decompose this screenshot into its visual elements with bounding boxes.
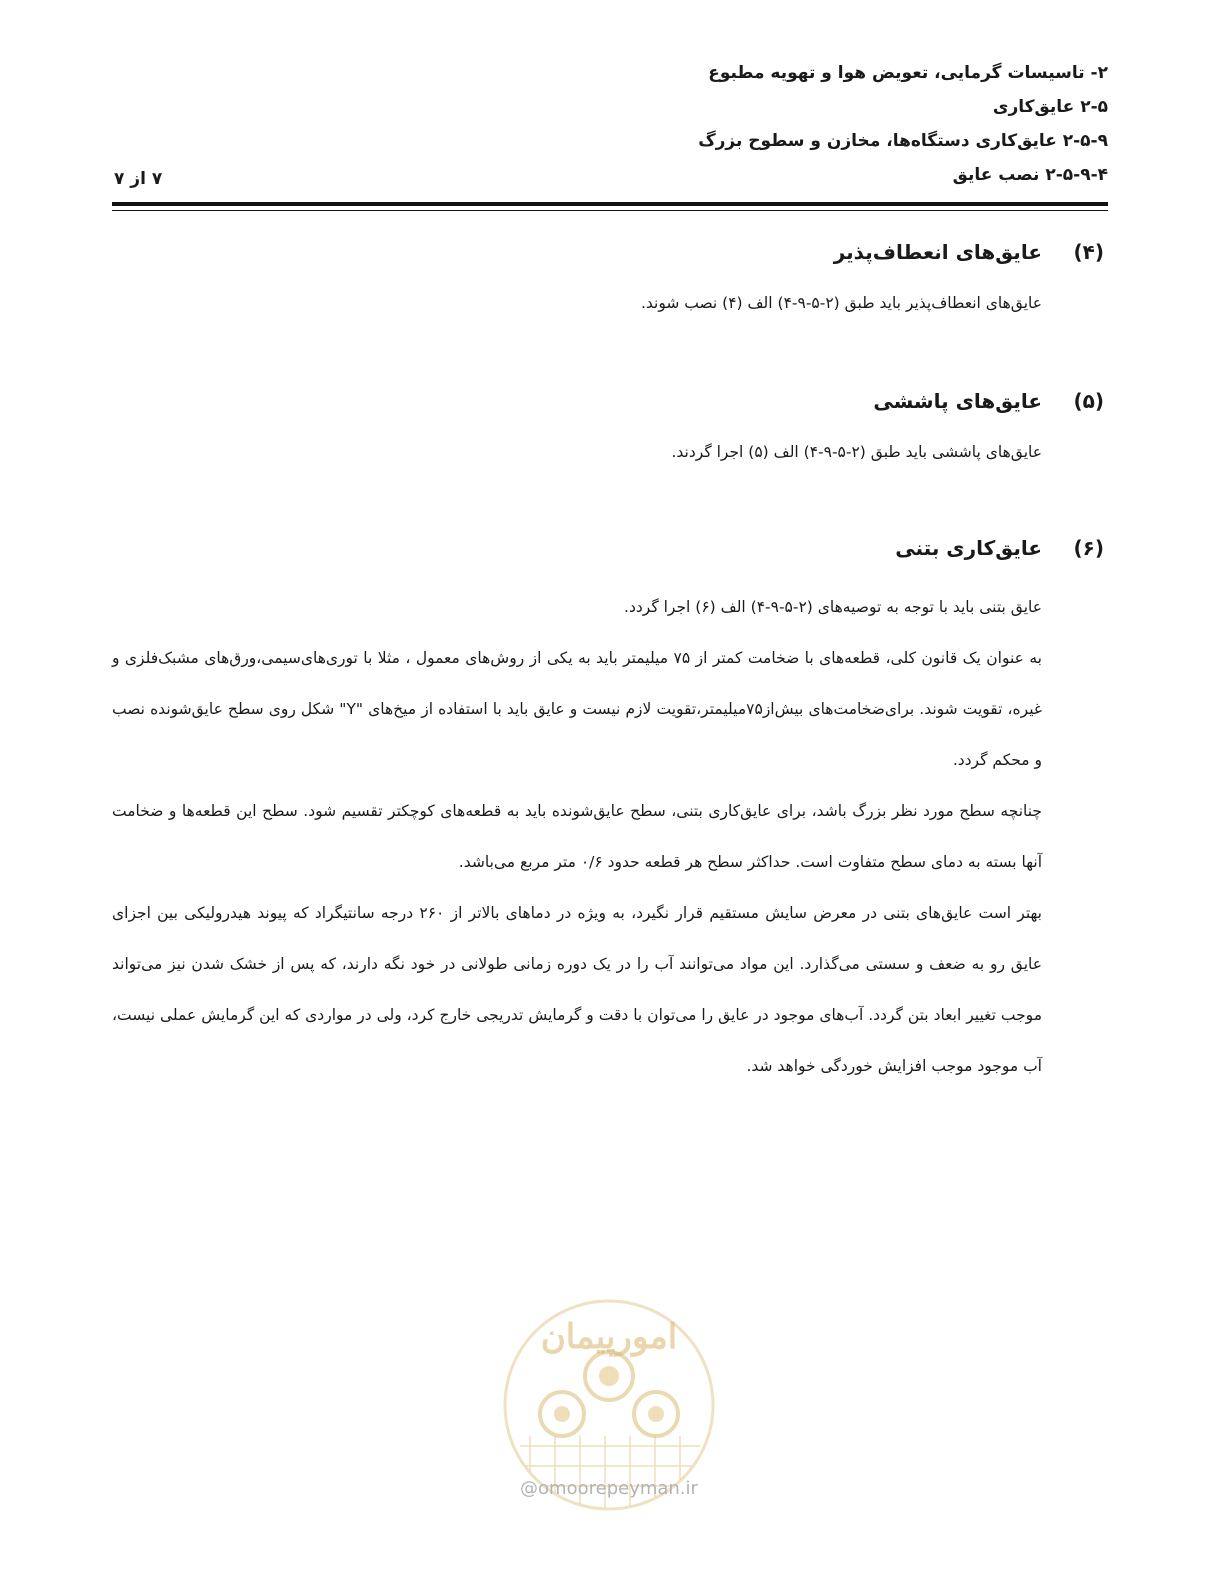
header-chapter: ۲- تاسیسات گرمایی، تعویض هوا و تهویه مطبوع (708, 63, 1108, 83)
header-divider-thick (112, 202, 1108, 206)
page-header (112, 56, 1108, 206)
section-title: عایق‌های انعطاف‌پذیر (833, 240, 1042, 264)
page-number: ۷ از ۷ (114, 169, 163, 189)
paragraph: بهتر است عایق‌های بتنی در معرض سایش مستقیم قرار نگیرد، به ویژه در دماهای بالاتر از ۲۶۰ درجه سانتیگراد که پیوند هیدرولیکی بین اجزای عایق رو به ضعف و سستی می‌گذارد. این مواد می‌توانند آب را در یک دوره زمانی طولانی در خود نگه دارند، که پس از خشک شدن نیز می‌تواند موجب تغییر ابعاد بتن گردد. آب‌های موجود در عایق را می‌توان با دقت و گرمایش تدریجی خارج کرد، ولی در مواردی که این گرمایش عملی نیست، آب موجود موجب افزایش خوردگی خواهد شد. (112, 904, 1042, 1075)
section-body (112, 278, 1042, 329)
section-body (112, 582, 1042, 1092)
section-title: عایق‌کاری بتنی (895, 536, 1042, 560)
watermark-url: @omoorepeyman.ir (520, 1478, 698, 1499)
section-heading (112, 240, 1104, 280)
header-subsection: ۲-۵-۹ عایق‌کاری دستگاه‌ها، مخازن و سطوح بزرگ (698, 131, 1108, 151)
header-topic: ۲-۵-۹-۴ نصب عایق (952, 165, 1108, 185)
section-heading (112, 389, 1104, 429)
paragraph: به عنوان یک قانون کلی، قطعه‌های با ضخامت کمتر از ۷۵ میلیمتر باید به یکی از روش‌های معمول ، مثلا با توری‌های‌سیمی،ورق‌های مشبک‌فلزی و غیره، تقویت شوند. برای‌ضخامت‌های بیش‌از۷۵میلیمتر،تقویت لازم نیست و عایق باید با استفاده از میخ‌های "Y" شکل روی سطح عایق‌شونده نصب و محکم گردد. (112, 649, 1042, 769)
watermark-logo-text: امورپیمان (540, 1317, 678, 1357)
paragraph: عایق‌های انعطاف‌پذیر باید طبق (۲-۵-۹-۴) الف (۴) نصب شوند. (640, 294, 1042, 312)
section-body (112, 427, 1042, 478)
section-heading (112, 536, 1104, 576)
section-title: عایق‌های پاششی (873, 389, 1042, 413)
section-concrete-insulation (112, 536, 1104, 1092)
section-spray-insulation (112, 389, 1104, 478)
header-section: ۲-۵ عایق‌کاری (992, 97, 1108, 117)
header-divider-thin (112, 210, 1108, 211)
section-flexible-insulation (112, 240, 1104, 329)
header-breadcrumb (698, 56, 1108, 192)
paragraph: عایق بتنی باید با توجه به توصیه‌های (۲-۵-۹-۴) الف (۶) اجرا گردد. (624, 598, 1042, 616)
section-number: (۵) (1073, 389, 1104, 413)
section-number: (۴) (1073, 240, 1104, 264)
paragraph: چنانچه سطح مورد نظر بزرگ باشد، برای عایق‌کاری بتنی، سطح عایق‌شونده باید به قطعه‌های کوچکتر تقسیم شود. سطح این قطعه‌ها و ضخامت آنها بسته به دمای سطح متفاوت است. حداکثر سطح هر قطعه حدود ۰/۶ متر مربع می‌باشد. (112, 802, 1042, 871)
section-number: (۶) (1073, 536, 1104, 560)
paragraph: عایق‌های پاششی باید طبق (۲-۵-۹-۴) الف (۵) اجرا گردند. (671, 443, 1042, 461)
